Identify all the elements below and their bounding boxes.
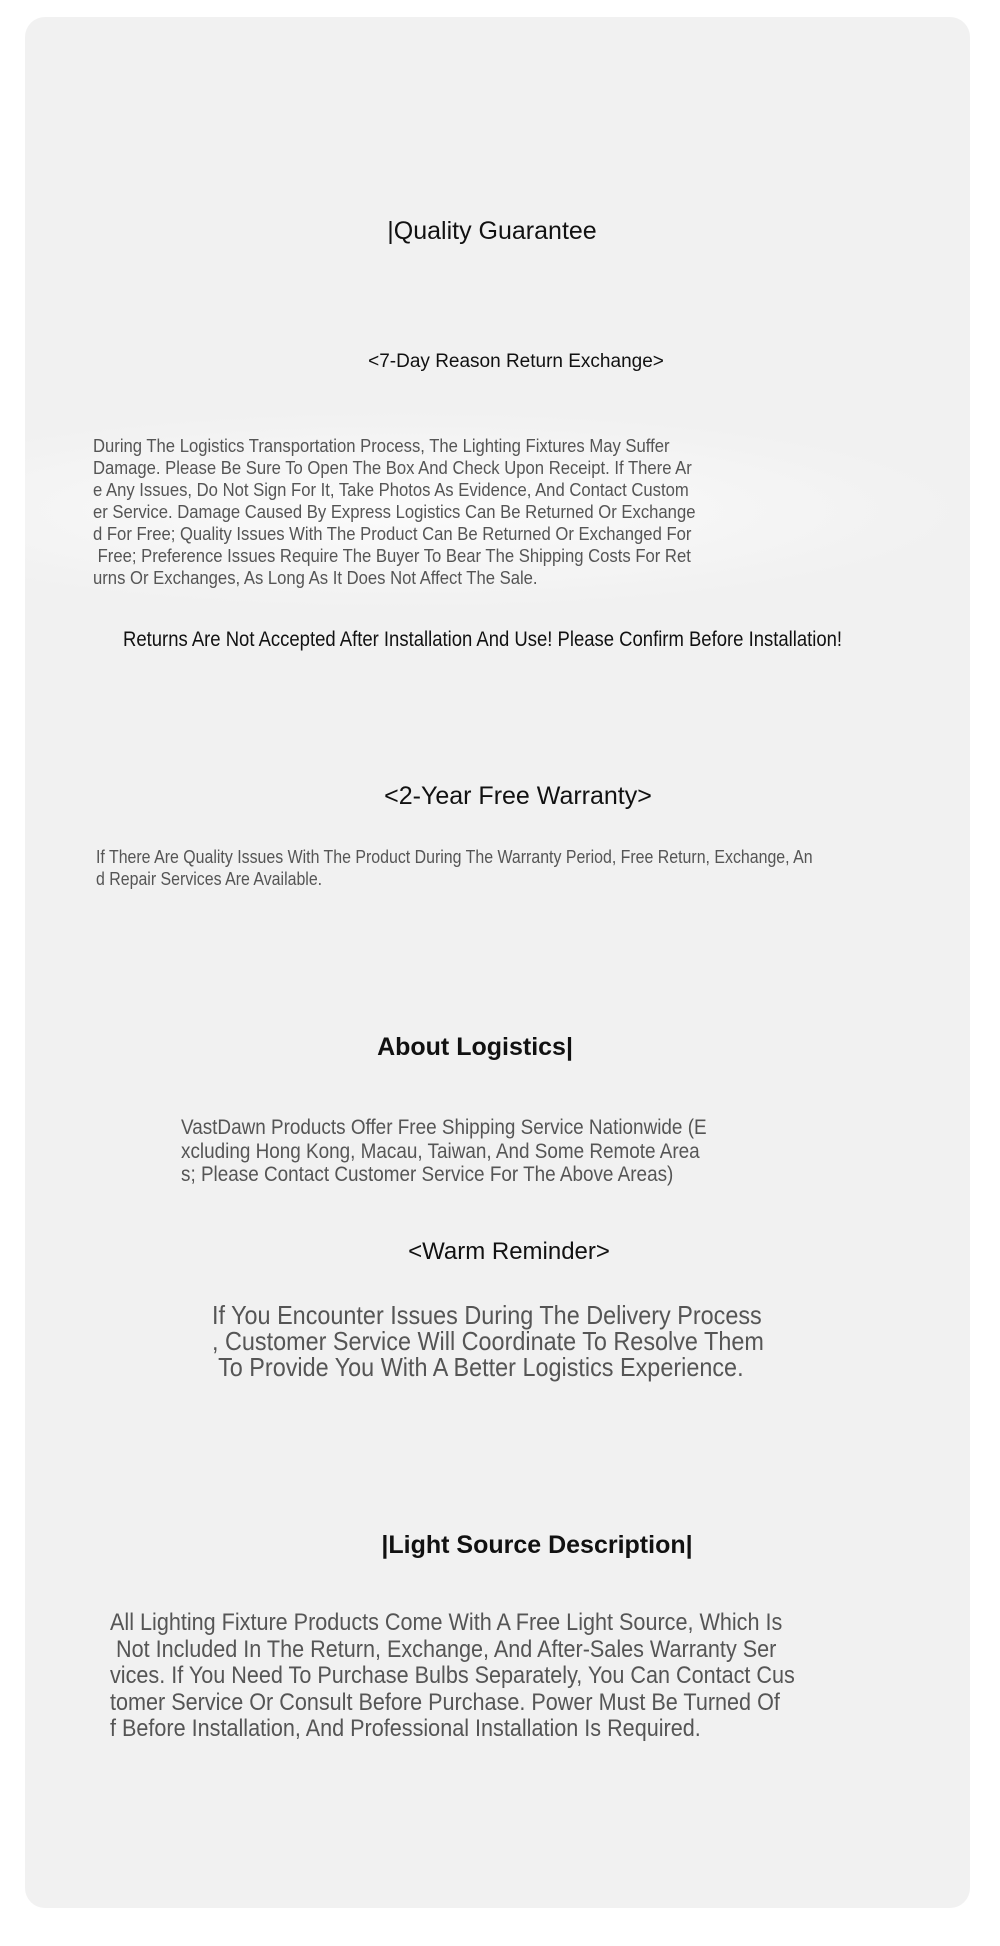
- warranty-heading: <2-Year Free Warranty>: [384, 782, 652, 810]
- text-line: If There Are Quality Issues With The Product During The Warranty Period, Free Return, Exchange, An: [96, 846, 813, 867]
- text-line: To Provide You With A Better Logistics Experience.: [212, 1352, 744, 1382]
- text-line: If You Encounter Issues During The Delivery Process: [212, 1300, 762, 1330]
- text-line: s; Please Contact Customer Service For The Above Areas): [181, 1163, 674, 1186]
- text-line: During The Logistics Transportation Process, The Lighting Fixtures May Suffer: [93, 435, 670, 456]
- about-logistics-title: About Logistics|: [377, 1033, 573, 1061]
- text-line: xcluding Hong Kong, Macau, Taiwan, And Some Remote Area: [181, 1139, 700, 1163]
- text-line: f Before Installation, And Professional Installation Is Required.: [110, 1715, 701, 1742]
- installation-notice: Returns Are Not Accepted After Installation And Use! Please Confirm Before Installation!: [123, 628, 843, 651]
- text-line: , Customer Service Will Coordinate To Resolve Them: [212, 1326, 764, 1356]
- text-line: e Any Issues, Do Not Sign For It, Take Photos As Evidence, And Contact Custom: [93, 479, 689, 500]
- light-source-title: |Light Source Description|: [381, 1531, 693, 1559]
- text-line: Damage. Please Be Sure To Open The Box And Check Upon Receipt. If There Ar: [93, 457, 692, 478]
- text-line: urns Or Exchanges, As Long As It Does Not Affect The Sale.: [93, 567, 538, 588]
- text-line: All Lighting Fixture Products Come With A Free Light Source, Which Is: [110, 1609, 783, 1636]
- text-line: VastDawn Products Offer Free Shipping Service Nationwide (E: [181, 1116, 707, 1139]
- reminder-paragraph: [212, 1302, 764, 1380]
- return-policy-paragraph: [93, 435, 695, 589]
- return-exchange-heading: <7-Day Reason Return Exchange>: [368, 351, 664, 372]
- text-line: vices. If You Need To Purchase Bulbs Separately, You Can Contact Cus: [110, 1662, 795, 1689]
- warm-reminder-heading: <Warm Reminder>: [408, 1238, 610, 1265]
- text-line: Not Included In The Return, Exchange, And After-Sales Warranty Ser: [110, 1635, 777, 1663]
- light-source-paragraph: [110, 1610, 795, 1743]
- text-line: d For Free; Quality Issues With The Product Can Be Returned Or Exchanged For: [93, 523, 692, 544]
- text-line: Free; Preference Issues Require The Buyer To Bear The Shipping Costs For Ret: [93, 545, 691, 566]
- warranty-paragraph: [96, 846, 813, 890]
- shipping-paragraph: [181, 1116, 707, 1187]
- text-line: er Service. Damage Caused By Express Logistics Can Be Returned Or Exchange: [93, 501, 696, 522]
- text-line: tomer Service Or Consult Before Purchase. Power Must Be Turned Of: [110, 1688, 780, 1716]
- quality-guarantee-title: |Quality Guarantee: [387, 217, 597, 245]
- text-line: d Repair Services Are Available.: [96, 868, 323, 889]
